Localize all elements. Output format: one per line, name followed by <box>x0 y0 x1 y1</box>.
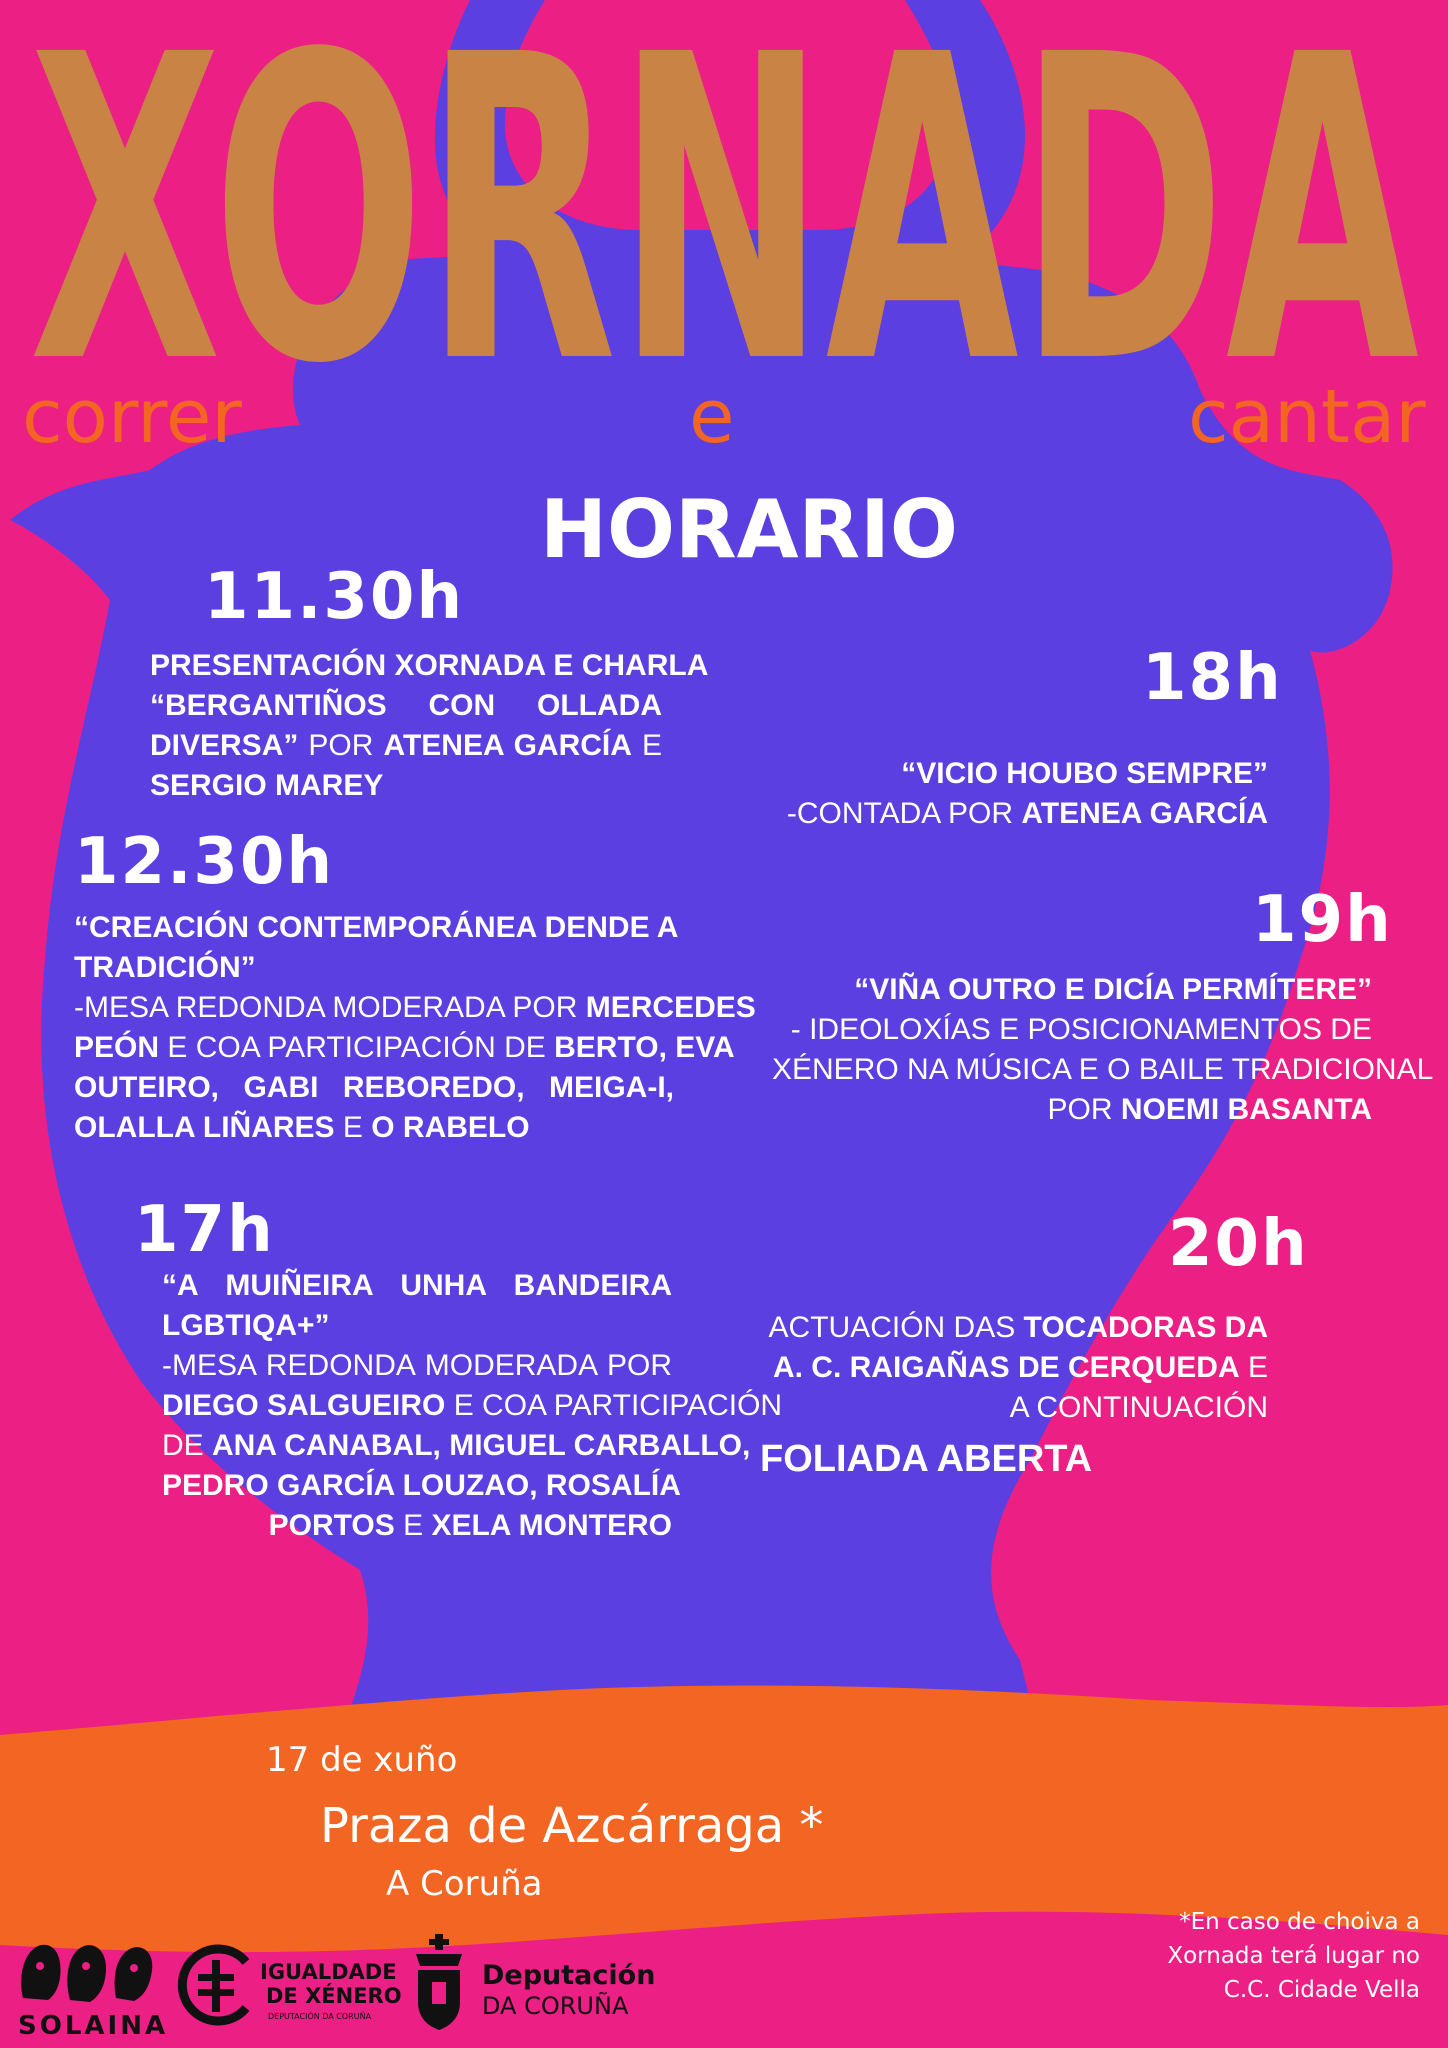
title-wrap <box>0 18 1448 388</box>
foliada-aberta: FOLIADA ABERTA <box>760 1438 1093 1480</box>
text-segment: TRADICIÓN” <box>74 951 256 984</box>
text-segment: “VICIO HOUBO SEMPRE” <box>901 757 1268 790</box>
text-segment: -MESA REDONDA MODERADA POR <box>74 991 586 1024</box>
text-segment: OLALLA LIÑARES <box>74 1111 335 1144</box>
title-graphic <box>0 18 1448 388</box>
main-title: XORNADA <box>29 18 1421 388</box>
text-segment: LGBTIQA+” <box>162 1309 330 1342</box>
event-date: 17 de xuño <box>266 1740 458 1780</box>
event-17-text <box>162 1266 783 1546</box>
event-20-text <box>760 1308 1268 1428</box>
text-line <box>760 1388 1268 1428</box>
rain-note-line-2: Xornada terá lugar no <box>1167 1943 1420 1969</box>
text-segment: E COA PARTICIPACIÓN <box>445 1389 783 1422</box>
deputacion-logo <box>408 1932 656 2042</box>
text-segment: PEDRO GARCÍA LOUZAO, ROSALÍA <box>162 1469 681 1502</box>
text-line <box>150 726 662 766</box>
text-segment: ANA CANABAL, MIGUEL CARBALLO, <box>212 1429 751 1462</box>
text-segment: ATENEA GARCÍA <box>1021 797 1268 830</box>
text-segment: SERGIO MAREY <box>150 769 384 802</box>
text-segment: E <box>334 1111 372 1144</box>
text-line <box>772 970 1372 1010</box>
event-1130-text <box>150 646 709 806</box>
schedule-heading: HORARIO <box>540 483 958 576</box>
text-segment: “CREACIÓN CONTEMPORÁNEA DENDE A <box>74 911 679 944</box>
text-line <box>760 1348 1268 1388</box>
time-20: 20h <box>1168 1207 1309 1281</box>
event-place: Praza de Azcárraga * <box>320 1798 824 1854</box>
text-line <box>772 1050 1434 1090</box>
text-segment: “BERGANTIÑOS CON OLLADA <box>150 689 662 722</box>
text-line <box>74 988 756 1028</box>
text-line <box>162 1306 672 1346</box>
text-segment: “VIÑA OUTRO E DICÍA PERMÍTERE” <box>854 973 1372 1006</box>
rain-note-line-3: C.C. Cidade Vella <box>1223 1977 1420 2003</box>
text-segment: E <box>394 1509 432 1542</box>
subtitle-e: e <box>689 374 735 460</box>
igualdade-line-2: DE XÉNERO <box>266 1984 402 2008</box>
text-segment: A CONTINUACIÓN <box>1009 1391 1268 1424</box>
text-segment: NOEMI BASANTA <box>1120 1093 1372 1126</box>
text-segment: A. C. RAIGAÑAS DE CERQUEDA <box>772 1351 1240 1384</box>
solaina-wordmark: SOLAINA <box>18 2011 169 2041</box>
text-line <box>162 1346 672 1386</box>
text-segment: DIVERSA” <box>150 729 299 762</box>
deputacion-line-1: Deputación <box>482 1960 656 1991</box>
text-line <box>150 766 662 806</box>
text-line <box>150 686 662 726</box>
igualdade-logo <box>176 1940 406 2040</box>
rain-note <box>1060 1905 1420 2007</box>
text-line <box>772 1010 1372 1050</box>
text-line <box>760 794 1268 834</box>
text-line <box>74 1068 674 1108</box>
time-19: 19h <box>1252 883 1393 957</box>
event-18-text <box>760 754 1268 834</box>
subtitle-correr: correr <box>22 374 242 460</box>
text-line <box>74 1028 735 1068</box>
text-segment: -CONTADA POR <box>786 797 1022 830</box>
coat-of-arms-icon <box>408 1932 470 2032</box>
solaina-faces-icon <box>18 1938 168 2004</box>
text-segment: E <box>631 729 662 762</box>
igualdade-line-3: DEPUTACIÓN DA CORUÑA <box>268 2012 372 2021</box>
text-line <box>760 754 1268 794</box>
text-line <box>162 1466 681 1506</box>
text-segment: TOCADORAS DA <box>1023 1311 1268 1344</box>
time-1130: 11.30h <box>204 560 464 634</box>
text-segment: POR <box>298 729 384 762</box>
text-segment: POR <box>1047 1093 1121 1126</box>
text-segment: ACTUACIÓN DAS <box>768 1311 1024 1344</box>
text-segment: DE <box>162 1429 213 1462</box>
text-line <box>150 646 709 686</box>
text-segment: “A MUIÑEIRA UNHA BANDEIRA <box>162 1269 672 1302</box>
igualdade-line-1: IGUALDADE <box>260 1960 397 1984</box>
text-line <box>162 1386 783 1426</box>
solaina-logo <box>18 1938 169 2041</box>
text-line <box>74 1108 674 1148</box>
text-segment: BERTO, EVA <box>554 1031 735 1064</box>
time-18: 18h <box>1142 641 1283 715</box>
text-line <box>74 908 679 948</box>
text-segment: DIEGO SALGUEIRO <box>162 1389 446 1422</box>
text-segment: O RABELO <box>371 1111 530 1144</box>
text-segment: ATENEA GARCÍA <box>383 729 632 762</box>
rain-note-line-1: *En caso de choiva a <box>1179 1909 1420 1935</box>
text-segment: PRESENTACIÓN XORNADA E CHARLA <box>150 649 709 682</box>
time-1230: 12.30h <box>74 825 334 899</box>
text-segment: -MESA REDONDA MODERADA POR <box>162 1349 672 1382</box>
text-segment: PEÓN <box>74 1031 160 1064</box>
text-segment: - IDEOLOXÍAS E POSICIONAMENTOS DE <box>790 1013 1372 1046</box>
igualdade-symbol-icon <box>176 1944 258 2026</box>
event-1230-text <box>74 908 756 1148</box>
text-segment: OUTEIRO, GABI REBOREDO, MEIGA-I, <box>74 1071 674 1104</box>
event-city: A Coruña <box>386 1864 543 1904</box>
text-segment: PORTOS <box>268 1509 395 1542</box>
text-segment: E <box>1239 1351 1268 1384</box>
subtitle-cantar: cantar <box>1188 374 1426 460</box>
text-line <box>162 1266 672 1306</box>
time-17: 17h <box>134 1193 275 1267</box>
text-segment: E COA PARTICIPACIÓN DE <box>159 1031 555 1064</box>
text-line <box>772 1090 1372 1130</box>
text-line <box>74 948 674 988</box>
text-segment: XÉNERO NA MÚSICA E O BAILE TRADICIONAL <box>772 1053 1434 1086</box>
text-line <box>162 1426 751 1466</box>
text-segment: XELA MONTERO <box>431 1509 672 1542</box>
text-line <box>162 1506 672 1546</box>
text-segment: MERCEDES <box>585 991 756 1024</box>
deputacion-line-2: DA CORUÑA <box>482 1992 629 2020</box>
text-line <box>760 1308 1268 1348</box>
event-19-text <box>772 970 1434 1130</box>
